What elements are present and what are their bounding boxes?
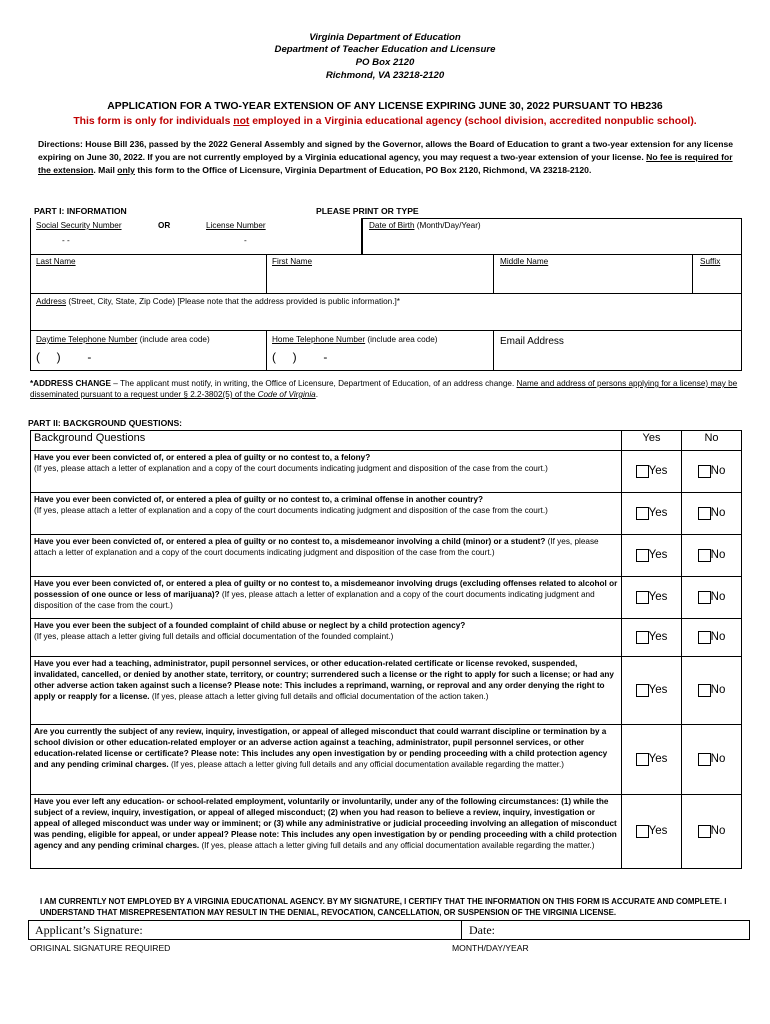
question-bold: Are you currently the subject of any review, inquiry, investigation, or appeal of alleged misconduct that could warrant discipline or termination by a school division or other education-related employer or an adverse action against a teaching, administrator, pupil personnel services, or other education-related license or certificate? Please note: This includes any open investigation by or pending proceeding with a child protection agency and any pending criminal charges. xyxy=(34,727,608,769)
part1-heading: PART I: INFORMATION xyxy=(34,206,127,216)
question-row xyxy=(31,619,742,657)
date-label[interactable]: Date: xyxy=(469,923,495,937)
answer-no-cell xyxy=(682,577,742,619)
col-yes: Yes xyxy=(622,431,682,451)
answer-yes-cell xyxy=(622,535,682,577)
no-label: No xyxy=(710,465,726,477)
daytime-phone-label: Daytime Telephone Number (include area code) xyxy=(36,335,210,344)
home-phone-format: ( ) - xyxy=(272,350,328,364)
checkbox-yes[interactable] xyxy=(636,549,649,562)
city-line: Richmond, VA 23218-2120 xyxy=(325,70,445,81)
license-label: License Number xyxy=(206,221,266,230)
question-text xyxy=(31,619,622,657)
agency-name: Virginia Department of Education xyxy=(309,32,461,43)
ssn-label: Social Security Number xyxy=(36,221,122,230)
answer-yes-cell xyxy=(622,795,682,869)
question-row xyxy=(31,795,742,869)
question-text xyxy=(31,657,622,725)
or-label: OR xyxy=(158,221,171,230)
department-name: Department of Teacher Education and Licensure xyxy=(274,44,496,55)
no-label: No xyxy=(710,507,726,519)
checkbox-no[interactable] xyxy=(698,631,711,644)
question-hint: (If yes, please attach a letter of explanation and a copy of the court documents indicating judgment and disposition of the case from the court.) xyxy=(34,506,548,515)
checkbox-yes[interactable] xyxy=(636,753,649,766)
no-label: No xyxy=(710,631,726,643)
question-row xyxy=(31,577,742,619)
checkbox-yes[interactable] xyxy=(636,825,649,838)
background-questions-table xyxy=(30,430,742,869)
answer-yes-cell xyxy=(622,619,682,657)
answer-no-cell xyxy=(682,493,742,535)
dob-label: Date of Birth (Month/Day/Year) xyxy=(369,221,481,230)
no-label: No xyxy=(710,591,726,603)
middle-name-label: Middle Name xyxy=(500,257,549,266)
col-no: No xyxy=(682,431,742,451)
signature-row xyxy=(28,920,750,940)
checkbox-yes[interactable] xyxy=(636,684,649,697)
question-hint: (If yes, please attach a letter of explanation and a copy of the court documents indicating judgment and disposition of the case from the court.) xyxy=(34,537,599,557)
question-text xyxy=(31,493,622,535)
month-day-year-caption: MONTH/DAY/YEAR xyxy=(452,943,529,953)
answer-yes-cell xyxy=(622,577,682,619)
no-label: No xyxy=(710,753,726,765)
answer-yes-cell xyxy=(622,657,682,725)
original-signature-caption: ORIGINAL SIGNATURE REQUIRED xyxy=(30,943,171,953)
checkbox-no[interactable] xyxy=(698,684,711,697)
question-bold: Have you ever been convicted of, or entered a plea of guilty or no contest to, a misdemeanor involving drugs (excluding offenses related to alcohol or possession of one ounce or less of marijuana)? xyxy=(34,579,618,599)
question-text xyxy=(31,725,622,795)
yes-label: Yes xyxy=(648,507,668,519)
email-label: Email Address xyxy=(500,336,564,347)
no-label: No xyxy=(710,549,726,561)
checkbox-no[interactable] xyxy=(698,549,711,562)
question-text xyxy=(31,577,622,619)
po-box: PO Box 2120 xyxy=(355,57,415,68)
first-name-label: First Name xyxy=(272,257,313,266)
question-row xyxy=(31,725,742,795)
answer-yes-cell xyxy=(622,493,682,535)
last-name-label: Last Name xyxy=(36,257,76,266)
checkbox-no[interactable] xyxy=(698,465,711,478)
question-hint: (If yes, please attach a letter giving full details and any official documentation available regarding the matter.) xyxy=(199,841,595,850)
yes-label: Yes xyxy=(648,631,668,643)
answer-no-cell xyxy=(682,657,742,725)
question-bold: Have you ever been convicted of, or entered a plea of guilty or no contest to, a felony? xyxy=(34,453,371,462)
answer-no-cell xyxy=(682,619,742,657)
question-row xyxy=(31,657,742,725)
question-bold: Have you ever had a teaching, administrator, pupil personnel services, or other education-related certificate or license revoked, suspended, invalidated, cancelled, or denied by another state, territory, or country; surrendered such a license or the right to apply for such a license; or had any other adverse action taken against such a license? Please note: This includes a reprimand, warning, or reproval and any order denying the right to apply or reapply for a license. xyxy=(34,659,614,701)
form-subtitle: This form is only for individuals not employed in a Virginia educational agency (school division, accredited nonpublic school). xyxy=(73,116,697,127)
checkbox-no[interactable] xyxy=(698,591,711,604)
no-label: No xyxy=(710,825,726,837)
checkbox-yes[interactable] xyxy=(636,591,649,604)
yes-label: Yes xyxy=(648,825,668,837)
question-row xyxy=(31,535,742,577)
suffix-label: Suffix xyxy=(700,257,721,266)
answer-no-cell xyxy=(682,725,742,795)
question-bold: Have you ever been convicted of, or entered a plea of guilty or no contest to, a misdemeanor involving a child (minor) or a student? xyxy=(34,537,546,546)
checkbox-yes[interactable] xyxy=(636,631,649,644)
question-text xyxy=(31,795,622,869)
checkbox-yes[interactable] xyxy=(636,465,649,478)
yes-label: Yes xyxy=(648,684,668,696)
answer-no-cell xyxy=(682,451,742,493)
yes-label: Yes xyxy=(648,753,668,765)
question-bold: Have you ever been convicted of, or entered a plea of guilty or no contest to, a criminal offense in another country? xyxy=(34,495,484,504)
address-change-note: *ADDRESS CHANGE – The applicant must notify, in writing, the Office of Licensure, Department of Education, of an address change. Name and address of persons applying for a license) may be disseminated pursuant to a request under § 2.2-3802(5) of the Code of Virginia. xyxy=(30,379,738,399)
form-title: APPLICATION FOR A TWO-YEAR EXTENSION OF ANY LICENSE EXPIRING JUNE 30, 2022 PURSUANT TO HB236 xyxy=(107,101,663,112)
question-text xyxy=(31,535,622,577)
question-hint: (If yes, please attach a letter of explanation and a copy of the court documents indicating judgment and disposition of the case from the court.) xyxy=(34,590,595,610)
question-hint: (If yes, please attach a letter of explanation and a copy of the court documents indicating judgment and disposition of the case from the court.) xyxy=(34,464,548,473)
question-hint: (If yes, please attach a letter giving full details and official documentation of the founded complaint.) xyxy=(34,632,394,641)
directions: Directions: House Bill 236, passed by the 2022 General Assembly and signed by the Governor, allows the Board of Education to grant a two-year extension for any license expiring on June 30, 2022. If you are not currently employed by a Virginia educational agency, you may request a two-year extension of your license. No fee is required for the extension. Mail only this form to the Office of Licensure, Virginia Department of Education, PO Box 2120, Richmond, VA 23218-2120. xyxy=(38,139,734,175)
question-bold: Have you ever been the subject of a founded complaint of child abuse or neglect by a child protection agency? xyxy=(34,621,466,630)
question-bold: Have you ever left any education- or school-related employment, voluntarily or involuntarily, under any of the following circumstances: (1) while the subject of a review, inquiry, investigation, or appeal of alleged misconduct; (2) when you had reason to believe a review, inquiry, investigation or appeal of alleged misconduct was under way or imminent; or (3) while any administrative or judicial proceeding involving an allegation of misconduct was pending, eligible for appeal, or under appeal? Please note: This includes any open investigation by or pending proceeding with a child protection agency and any pending criminal charges. xyxy=(34,797,617,850)
no-label: No xyxy=(710,684,726,696)
checkbox-yes[interactable] xyxy=(636,507,649,520)
question-hint: (If yes, please attach a letter giving full details and official documentation of the action taken.) xyxy=(149,692,489,701)
yes-label: Yes xyxy=(648,591,668,603)
answer-yes-cell xyxy=(622,451,682,493)
ssn-dashes: - - xyxy=(62,236,70,245)
checkbox-no[interactable] xyxy=(698,753,711,766)
print-notice: PLEASE PRINT OR TYPE xyxy=(316,206,419,216)
table-header-row xyxy=(31,431,742,451)
question-hint: (If yes, please attach a letter giving full details and any official documentation available regarding the matter.) xyxy=(168,760,565,769)
part2-heading: PART II: BACKGROUND QUESTIONS: xyxy=(28,418,183,428)
yes-label: Yes xyxy=(648,465,668,477)
certification-statement: I AM CURRENTLY NOT EMPLOYED BY A VIRGINIA EDUCATIONAL AGENCY. BY MY SIGNATURE, I CERTIFY THAT THE INFORMATION ON THIS FORM IS ACCURATE AND COMPLETE. I UNDERSTAND THAT MISREPRESENTATION MAY RESULT IN THE DENIAL, REVOCATION, CANCELLATION, OR SUSPENSION OF THE VIRGINIA LICENSE. xyxy=(40,897,727,917)
applicant-signature-label[interactable]: Applicant’s Signature: xyxy=(35,923,143,937)
question-text xyxy=(31,451,622,493)
col-background-questions: Background Questions xyxy=(31,431,622,451)
question-row xyxy=(31,451,742,493)
checkbox-no[interactable] xyxy=(698,507,711,520)
checkbox-no[interactable] xyxy=(698,825,711,838)
answer-no-cell xyxy=(682,535,742,577)
answer-no-cell xyxy=(682,795,742,869)
address-label: Address (Street, City, State, Zip Code) [Please note that the address provided is public information.]* xyxy=(36,297,400,306)
home-phone-label: Home Telephone Number (include area code) xyxy=(272,335,438,344)
question-row xyxy=(31,493,742,535)
yes-label: Yes xyxy=(648,549,668,561)
daytime-phone-format: ( ) - xyxy=(36,350,92,364)
answer-yes-cell xyxy=(622,725,682,795)
license-dash: - xyxy=(244,236,247,245)
